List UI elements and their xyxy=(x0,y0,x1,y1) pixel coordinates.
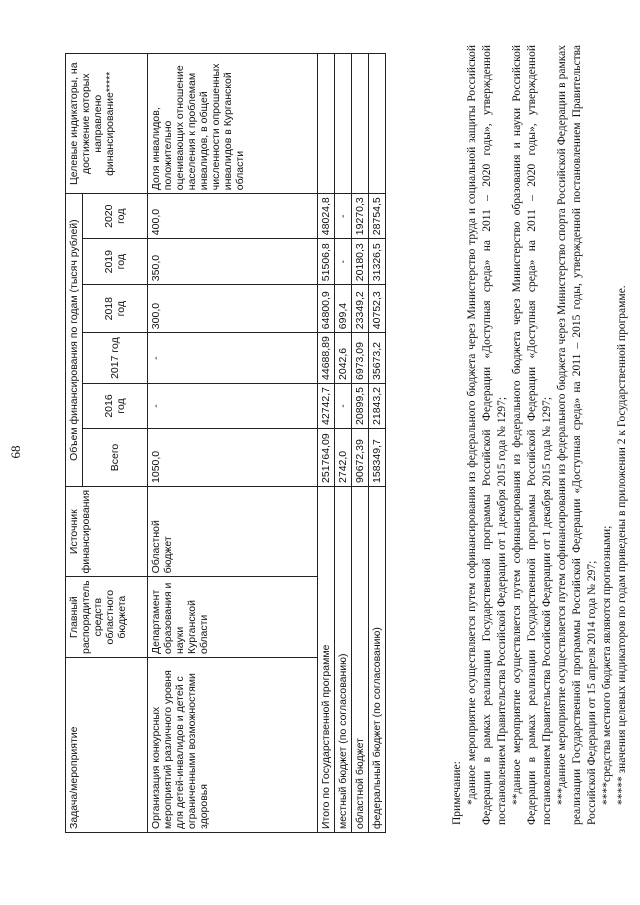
notes-title: Примечание: xyxy=(451,761,463,825)
header-year: 2018 год xyxy=(83,285,148,333)
value-cell: 51506,8 xyxy=(318,239,335,285)
manager-cell: Департамент образования и науки Курганской области xyxy=(148,577,318,658)
note-item: **данное мероприятие осуществляется путем софинансирования из федерального бюджета через Министерство образования и науки Российской Федерации в рамках реализации Государственной программы Российской Федерации «Доступная среда» на 2011 – 2020 годы», утвержденной постановлением Правительства Российской Федерации от 1 декабря 2015 года № 1297; xyxy=(511,45,553,825)
value-cell: 90672,39 xyxy=(352,428,369,486)
value-cell: 35673,2 xyxy=(369,333,386,384)
table-row xyxy=(318,54,335,833)
value-cell: 400,0 xyxy=(148,194,318,239)
value-cell: 48024,8 xyxy=(318,194,335,239)
table-row xyxy=(148,54,318,833)
empty-cell xyxy=(352,54,369,194)
value-cell: 20180,3 xyxy=(352,239,369,285)
total-label: областной бюджет xyxy=(352,486,369,832)
note-item: *данное мероприятие осуществляется путем софинансирования из федерального бюджета через Министерство труда и социальной защиты Российской Федерации в рамках реализации Государственной программы Российской Федерации «Доступная среда» на 2011 – 2020 годы», утвержденной постановлением Правительства Российской Федерации от 1 декабря 2015 года № 1297; xyxy=(466,45,508,825)
value-cell: 350,0 xyxy=(148,239,318,285)
total-label: Итого по Государственной программе xyxy=(318,486,335,832)
page-number: 68 xyxy=(8,445,23,459)
value-cell: - xyxy=(148,333,318,384)
value-cell: 31326,5 xyxy=(369,239,386,285)
value-cell: 20899,5 xyxy=(352,383,369,428)
header-year: 2016 год xyxy=(83,383,148,428)
header-total: Всего xyxy=(83,428,148,486)
value-cell: 2042,6 xyxy=(335,333,352,384)
table-row xyxy=(335,54,352,833)
value-cell: 28754,5 xyxy=(369,194,386,239)
value-cell: 42742,7 xyxy=(318,383,335,428)
header-manager: Главный распорядитель средств областного бюджета xyxy=(66,577,148,658)
header-task: Задача/мероприятие xyxy=(66,658,148,833)
value-cell: 158349,7 xyxy=(369,428,386,486)
value-cell: 21843,2 xyxy=(369,383,386,428)
value-cell: 40752,3 xyxy=(369,285,386,333)
empty-cell xyxy=(369,54,386,194)
value-cell: 251764,09 xyxy=(318,428,335,486)
header-year: 2020 год xyxy=(83,194,148,239)
header-indicators: Целевые индикаторы, на достижение которых направлено финансирование***** xyxy=(66,54,148,194)
value-cell: 1050,0 xyxy=(148,428,318,486)
empty-cell xyxy=(335,54,352,194)
header-source: Источник финансирования xyxy=(66,486,148,576)
value-cell: - xyxy=(148,383,318,428)
value-cell: 300,0 xyxy=(148,285,318,333)
value-cell: - xyxy=(335,239,352,285)
table-row xyxy=(369,54,386,833)
value-cell: 699,4 xyxy=(335,285,352,333)
value-cell: 23349,2 xyxy=(352,285,369,333)
note-item: ***данное мероприятие осуществляется путем софинансирования из федерального бюджета через Министерство спорта Российской Федерации в рамках реализации Государственной программы Российской Федерации «Доступная среда» на 2011 – 2015 годы, утвержденной постановлением Правительства Российской Федерации от 15 апреля 2014 года № 297; xyxy=(556,45,598,825)
header-funding: Объем финансирования по годам (тысяч рублей) xyxy=(66,194,83,487)
note-item: ***** значения целевых индикаторов по годам приведены в приложении 2 к Государственной программе. xyxy=(616,285,628,805)
table-row xyxy=(352,54,369,833)
total-label: федеральный бюджет (по согласованию) xyxy=(369,486,386,832)
value-cell: 2742,0 xyxy=(335,428,352,486)
total-label: местный бюджет (по согласованию) xyxy=(335,486,352,832)
notes xyxy=(450,45,630,825)
value-cell: 6973,09 xyxy=(352,333,369,384)
value-cell: - xyxy=(335,194,352,239)
value-cell: 19270,3 xyxy=(352,194,369,239)
source-cell: Областной бюджет xyxy=(148,486,318,576)
indicator-cell: Доля инвалидов, положительно оценивающих отношение населения к проблемам инвалидов, в общей численности опрошенных инвалидов в Курганской области xyxy=(148,54,318,194)
value-cell: 44688,89 xyxy=(318,333,335,384)
value-cell: - xyxy=(335,383,352,428)
funding-table xyxy=(65,53,386,833)
value-cell: 64800,9 xyxy=(318,285,335,333)
header-year: 2019 год xyxy=(83,239,148,285)
task-cell: Организация конкурсных мероприятий различного уровня для детей-инвалидов и детей с ограниченными возможностями здоровья xyxy=(148,658,318,833)
note-item: ****средства местного бюджета являются прогнозными; xyxy=(601,525,613,805)
empty-cell xyxy=(318,54,335,194)
header-year: 2017 год xyxy=(83,333,148,384)
